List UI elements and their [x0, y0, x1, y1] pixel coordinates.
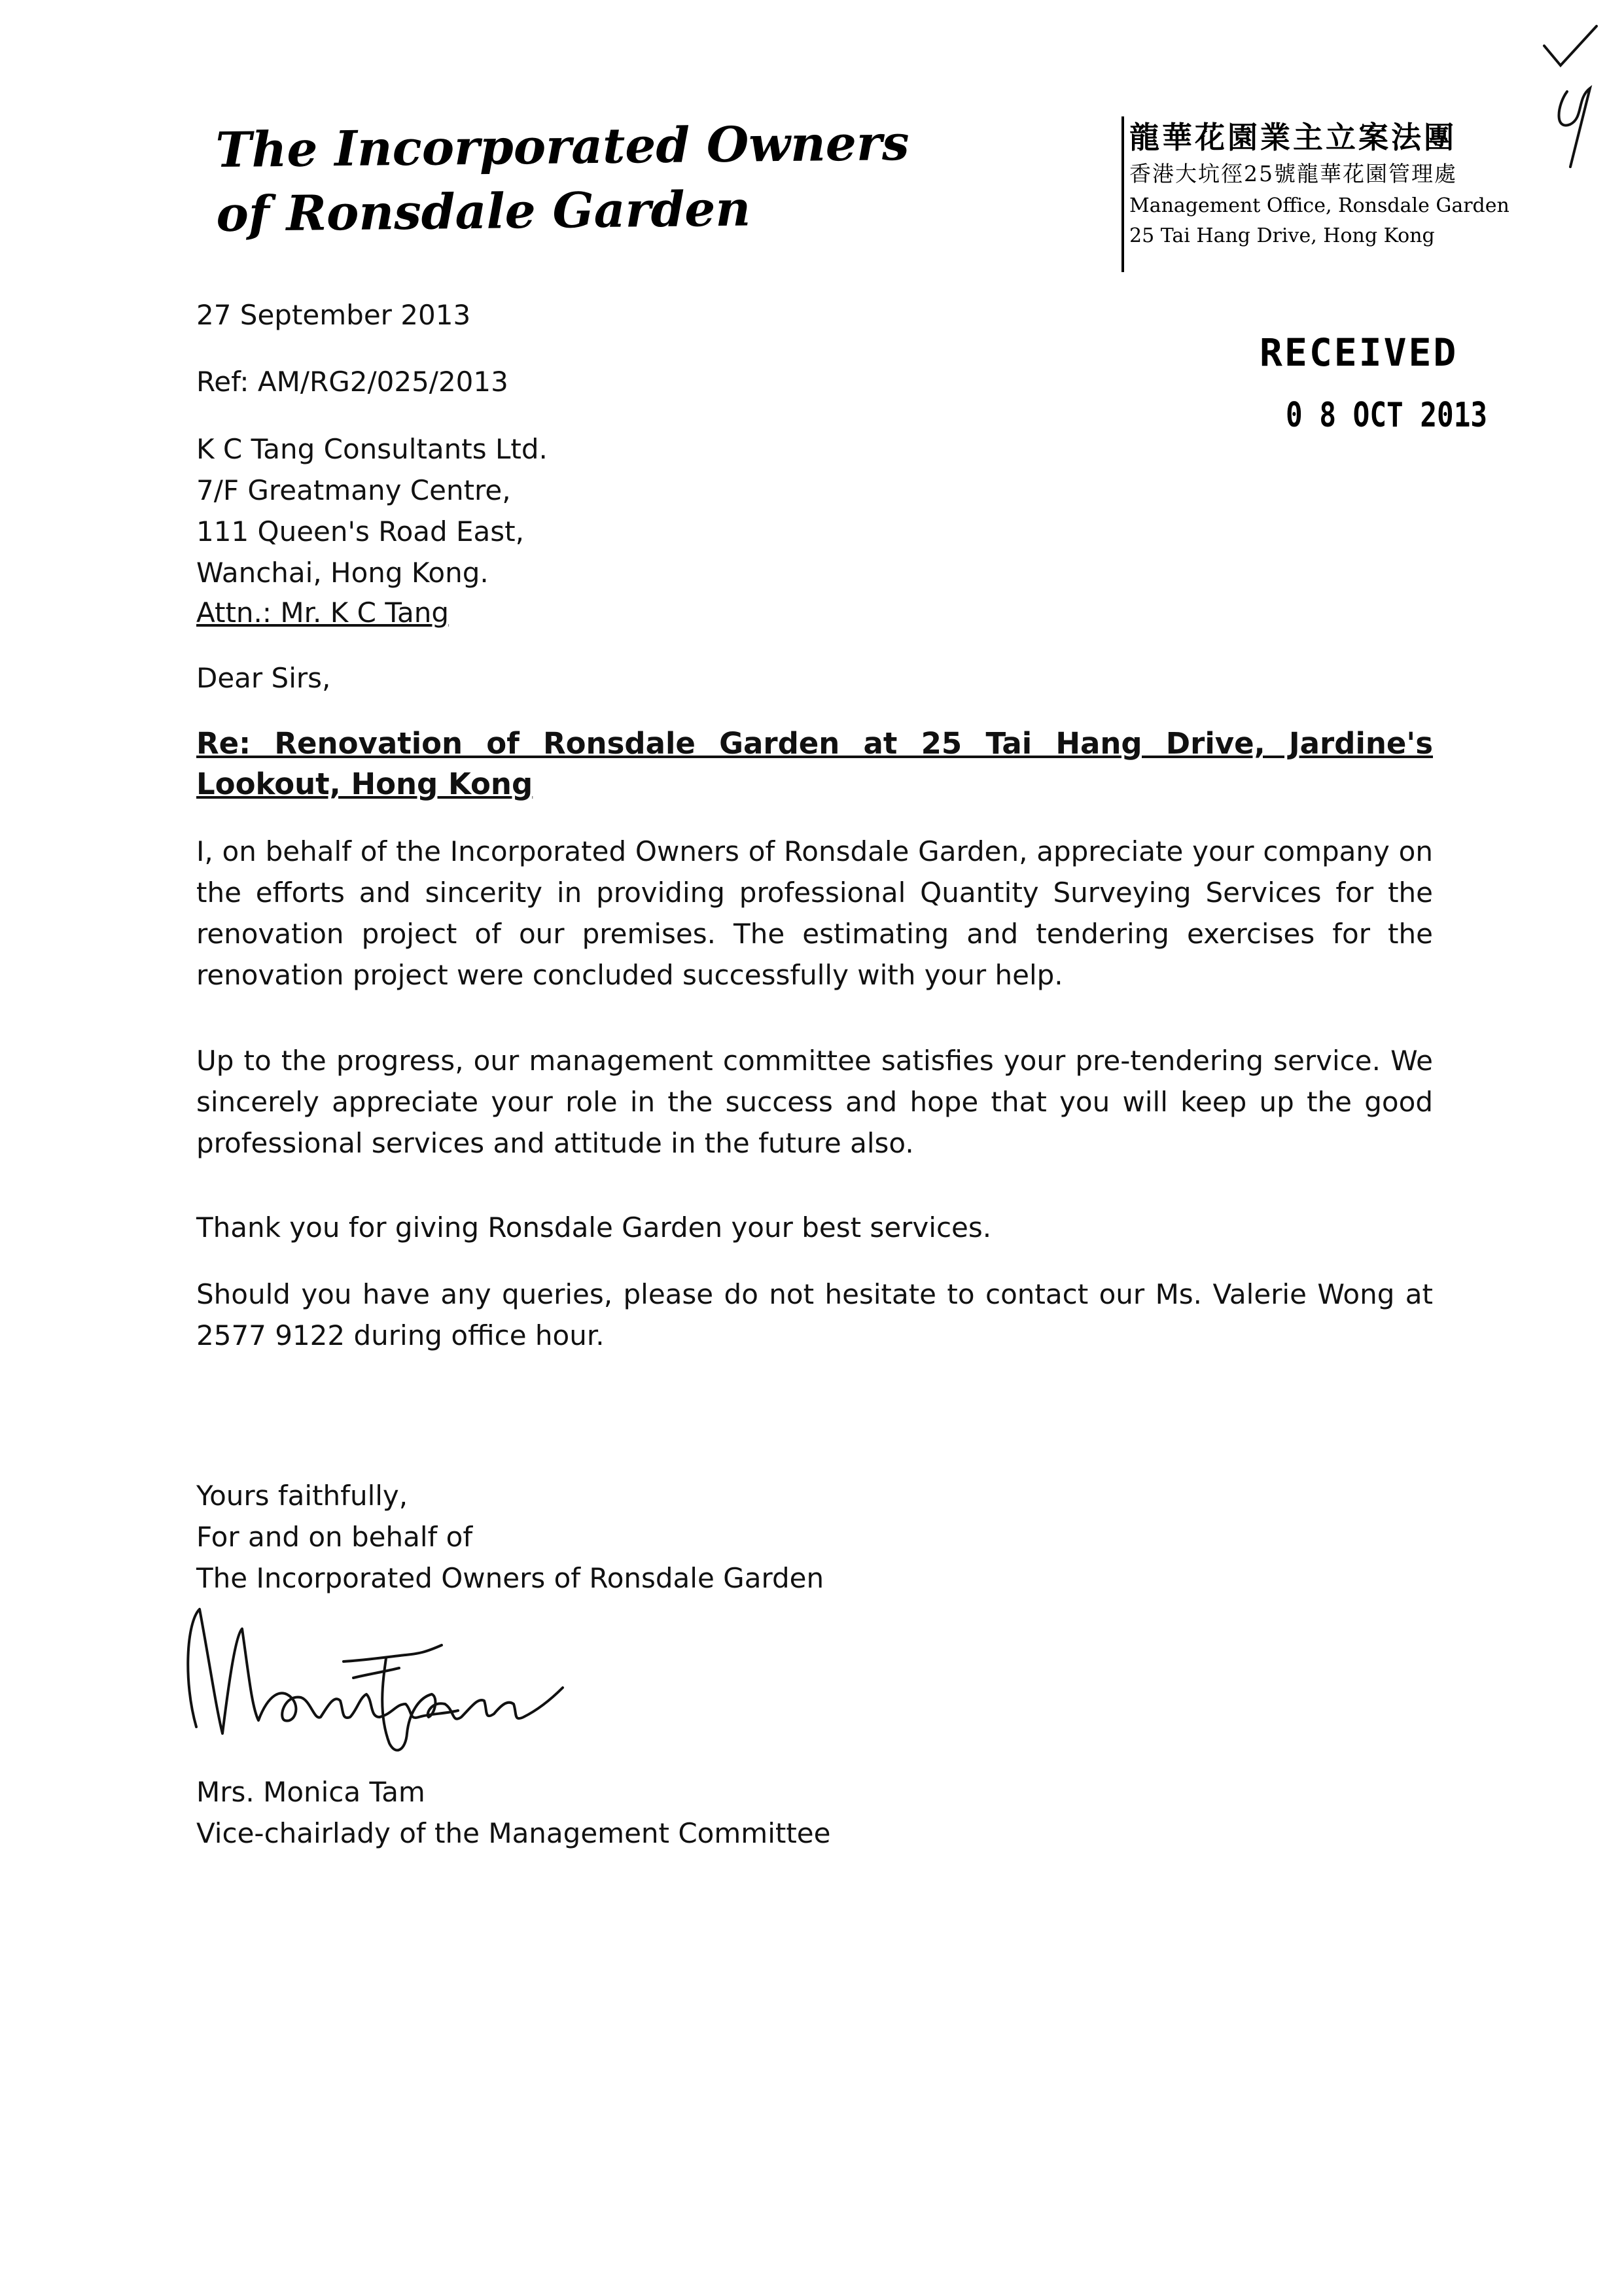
recipient-line: 111 Queen's Road East,	[196, 515, 524, 548]
closing-line: Yours faithfully,	[196, 1480, 408, 1512]
received-stamp: RECEIVED	[1260, 330, 1458, 375]
subject-line: Re: Renovation of Ronsdale Garden at 25 Tai Hang Drive, Jardine's	[196, 726, 1433, 761]
letterhead-address-block	[1129, 118, 1522, 251]
letterhead-title: The Incorporated Owners of Ronsdale Garden	[215, 114, 909, 243]
recipient-line: K C Tang Consultants Ltd.	[196, 433, 548, 465]
letterhead-address: 25 Tai Hang Drive, Hong Kong	[1129, 224, 1435, 247]
handwritten-signature	[170, 1583, 733, 1766]
subject-line: Lookout, Hong Kong	[196, 767, 533, 801]
signatory-name: Mrs. Monica Tam	[196, 1776, 425, 1808]
recipient-line: 7/F Greatmany Centre,	[196, 474, 511, 506]
closing-block	[196, 1475, 824, 1599]
closing-line: The Incorporated Owners of Ronsdale Garden	[196, 1562, 824, 1594]
reference-number: Ref: AM/RG2/025/2013	[196, 366, 508, 398]
signatory-block	[196, 1771, 831, 1854]
subject-heading	[196, 723, 1433, 805]
attention-line: Attn.: Mr. K C Tang	[196, 597, 450, 629]
recipient-address	[196, 428, 548, 593]
letterhead-chinese-name: 龍華花園業主立案法團	[1129, 120, 1456, 155]
letter-date: 27 September 2013	[196, 299, 471, 331]
body-paragraph: I, on behalf of the Incorporated Owners of Ronsdale Garden, appreciate your company on the efforts and sincerity in providing professional Quantity Surveying Services for the renovation project of our premises. The estimating and tendering exercises for the renovation project were concluded successfully with your help.	[196, 835, 1433, 991]
body-paragraph: Thank you for giving Ronsdale Garden your best services.	[196, 1211, 992, 1244]
closing-line: For and on behalf of	[196, 1521, 473, 1553]
letterhead-chinese-address: 香港大坑徑25號龍華花園管理處	[1129, 161, 1457, 186]
letterhead-office: Management Office, Ronsdale Garden	[1129, 194, 1509, 217]
body-paragraph: Should you have any queries, please do not hesitate to contact our Ms. Valerie Wong at 2577 9122 during office hour.	[196, 1278, 1433, 1351]
signatory-title: Vice-chairlady of the Management Committee	[196, 1817, 831, 1849]
body-paragraph: Up to the progress, our management committee satisfies your pre-tendering service. We sincerely appreciate your role in the success and hope that you will keep up the good professional services and attitude in the future also.	[196, 1045, 1433, 1159]
salutation: Dear Sirs,	[196, 662, 331, 694]
letterhead-divider	[1121, 116, 1124, 272]
handwritten-check-icon	[1531, 20, 1610, 170]
recipient-line: Wanchai, Hong Kong.	[196, 557, 489, 589]
received-stamp-date: 0 8 OCT 2013	[1286, 396, 1488, 435]
